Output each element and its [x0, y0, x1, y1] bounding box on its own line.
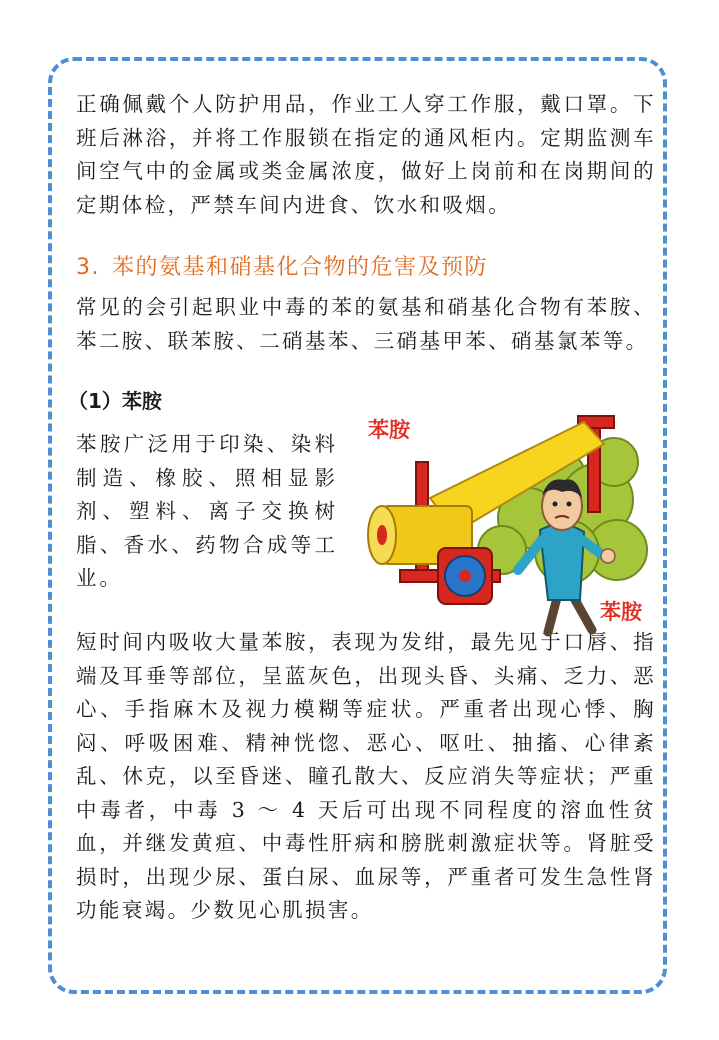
illustration-label-bottom: 苯胺 — [600, 600, 642, 624]
section-number: 3. — [76, 255, 100, 280]
usage-paragraph: 苯胺广泛用于印染、染料制造、橡胶、照相显影剂、塑料、离子交换树脂、香水、药物合成等工业。 — [76, 432, 338, 590]
page-content — [68, 88, 656, 928]
intro-paragraph: 正确佩戴个人防护用品，作业工人穿工作服，戴口罩。下班后淋浴，并将工作服锁在指定的通风柜内。定期监测车间空气中的金属或类金属浓度，做好上岗前和在岗期间的定期体检，严禁车间内进食、饮水和吸烟。 — [76, 92, 656, 217]
aniline-worker-illustration — [352, 400, 652, 638]
section-title: 苯的氨基和硝基化合物的危害及预防 — [112, 255, 489, 280]
section-paragraph: 常见的会引起职业中毒的苯的氨基和硝基化合物有苯胺、苯二胺、联苯胺、二硝基苯、三硝基甲苯、硝基氯苯等。 — [76, 295, 656, 353]
aniline-usage-block — [76, 418, 656, 626]
section-heading — [76, 251, 656, 285]
symptoms-paragraph: 短时间内吸收大量苯胺，表现为发绀，最先见于口唇、指端及耳垂等部位，呈蓝灰色，出现头昏、头痛、乏力、恶心、手指麻木及视力模糊等症状。严重者出现心悸、胸闷、呼吸困难、精神恍惚、恶心、呕吐、抽搐、心律紊乱、休克，以至昏迷、瞳孔散大、反应消失等症状；严重中毒者，中毒 3 ～ 4 天后可出现不同程度的溶血性贫血，并继发黄疸、中毒性肝病和膀胱刺激症状等。肾脏受损时，出现少尿、蛋白尿、血尿等，严重者可发生急性肾功能衰竭。少数见心肌损害。 — [76, 630, 656, 922]
machine-wheel — [438, 548, 492, 604]
illustration-label-top: 苯胺 — [368, 418, 410, 442]
subsection-title: （1）苯胺 — [68, 389, 162, 413]
